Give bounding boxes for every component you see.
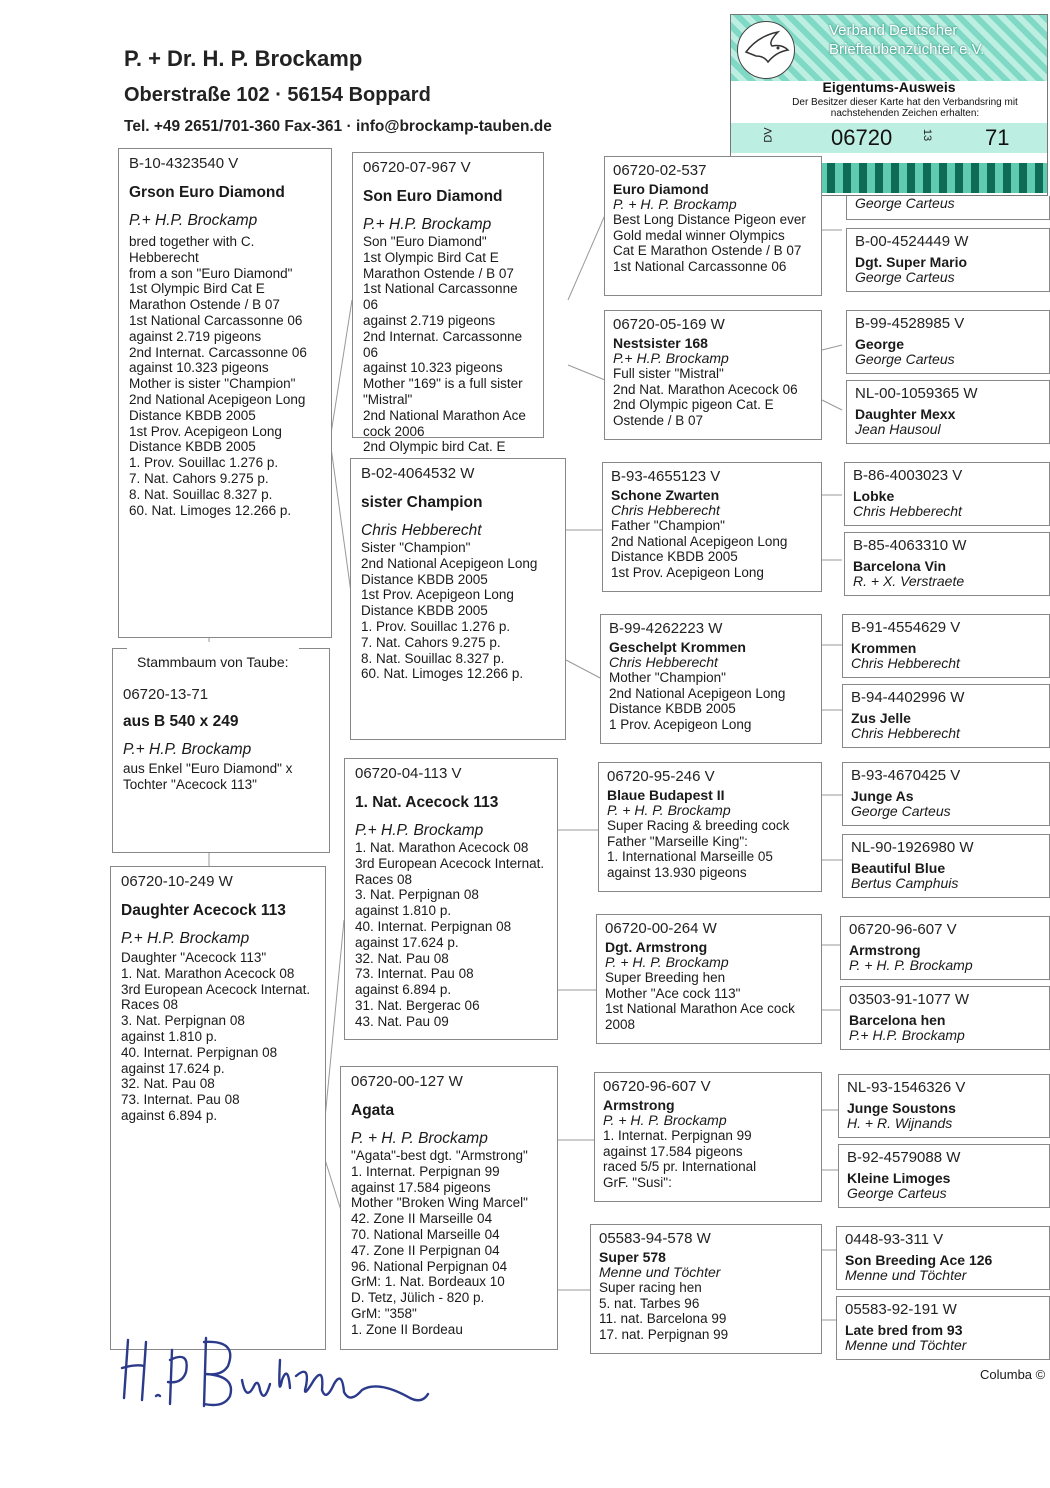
ancestor-box — [840, 916, 1050, 980]
pigeon-details: Mother "Champion" 2nd National Acepigeon Long Distance KBDB 2005 1 Prov. Acepigeon Long — [609, 670, 786, 732]
pigeon-name: Late bred from 93 — [845, 1322, 963, 1338]
pigeon-name: Geschelpt Krommen — [609, 639, 746, 655]
ancestor-box — [842, 762, 1050, 826]
ring-number: 06720-96-607 V — [603, 1078, 711, 1095]
ancestor-box — [838, 1144, 1050, 1208]
pigeon-name: Lobke — [853, 488, 895, 504]
ancestor-box — [838, 1074, 1050, 1138]
ring-number: 03503-91-1077 W — [849, 991, 970, 1008]
ring-number: B-92-4579088 W — [847, 1149, 961, 1166]
ring-number: 06720-95-246 V — [607, 768, 715, 785]
breeder-name: George Carteus — [855, 351, 955, 367]
ring-number: 06720-00-264 W — [605, 920, 717, 937]
breeder-name: P. + H. P. Brockamp — [351, 1130, 488, 1147]
pigeon-name: George — [855, 336, 905, 352]
pigeon-details: bred together with C. Hebberecht from a son "Euro Diamond" 1st Olympic Bird Cat E Marathon Ostende / B 07 1st National Carcassonne 06 against 2.719 pigeons 2nd Internat. Carcassonne 06 against 10.323 pigeons Mother is sister "Champion" 2nd National Acepigeon Long Distance KBDB 2005 1st Prov. Acepigeon Long Distance KBDB 2005 1. Prov. Souillac 1.276 p. 7. Nat. Cahors 9.275 p. 8. Nat. Souillac 8.327 p. 60. Nat. Limoges 12.266 p. — [129, 234, 307, 518]
ancestor-box — [846, 310, 1050, 374]
dove-logo — [737, 21, 795, 79]
breeder-name: Bertus Camphuis — [851, 875, 959, 891]
pigeon-name: Zus Jelle — [851, 710, 911, 726]
pigeon-details: Sister "Champion" 2nd National Acepigeon Long Distance KBDB 2005 1st Prov. Acepigeon Long Distance KBDB 2005 1. Prov. Souillac 1.276 p. 7. Nat. Cahors 9.275 p. 8. Nat. Souillac 8.327 p. 60. Nat. Limoges 12.266 p. — [361, 540, 538, 682]
breeder-name: George Carteus — [847, 1185, 947, 1201]
pigeon-details: Super Racing & breeding cock Father "Marseille King": 1. International Marseille 05 against 13.930 pigeons — [607, 818, 790, 880]
great-grandparent-box — [596, 914, 822, 1044]
subject-box — [112, 648, 330, 853]
breeder-name: P.+ H.P. Brockamp — [613, 350, 729, 366]
ring-number: B-93-4655123 V — [611, 468, 721, 485]
ring-number: B-99-4262223 W — [609, 620, 723, 637]
breeder-name: George Carteus — [855, 195, 955, 211]
pigeon-name: Daughter Acecock 113 — [121, 902, 286, 919]
breeder-name: P. + H. P. Brockamp — [605, 954, 729, 970]
grandparent-box — [344, 758, 558, 1040]
signature — [110, 1320, 440, 1430]
breeder-name: P.+ H.P. Brockamp — [129, 212, 258, 229]
pigeon-name: Dgt. Armstrong — [605, 939, 708, 955]
pigeon-details: Son "Euro Diamond" 1st Olympic Bird Cat E Marathon Ostende / B 07 1st National Carcassonne 06 against 2.719 pigeons 2nd Internat. Carcassonne 06 against 10.323 pigeons Mother "169" is a full sister "Mistral" 2nd National Marathon Ace cock 2006 2nd Olympic bird Cat. E — [363, 234, 526, 455]
breeder-name: Menne und Töchter — [845, 1337, 967, 1353]
ring-number: B-00-4524449 W — [855, 233, 969, 250]
pigeon-name: Son Euro Diamond — [363, 188, 503, 205]
ring-number: 05583-94-578 W — [599, 1230, 711, 1247]
pigeon-name: Dgt. Super Mario — [855, 254, 968, 270]
breeder-name: P.+ H.P. Brockamp — [355, 822, 484, 839]
ring-number: B-93-4670425 V — [851, 767, 961, 784]
card-dv: DV — [762, 127, 775, 143]
ancestor-box — [846, 380, 1050, 444]
pigeon-name: Barcelona Vin — [853, 558, 947, 574]
great-grandparent-box — [600, 614, 822, 744]
card-number: 06720 — [831, 125, 893, 150]
ancestor-box — [840, 986, 1050, 1050]
breeder-name: P. + H. P. Brockamp — [603, 1112, 727, 1128]
great-grandparent-box — [604, 156, 822, 296]
ring-number: B-91-4554629 V — [851, 619, 961, 636]
pigeon-details: Daughter "Acecock 113" 1. Nat. Marathon Acecock 08 3rd European Acecock Internat. Races 08 3. Nat. Perpignan 08 against 1.810 p. 40. Internat. Perpignan 08 against 17.624 p. 32. Nat. Pau 08 73. Internat. Pau 08 against 6.894 p. — [121, 950, 311, 1123]
pigeon-name: Krommen — [851, 640, 917, 656]
ring-number: 06720-96-607 V — [849, 921, 957, 938]
ancestor-box — [842, 614, 1050, 678]
pigeon-name: Son Breeding Ace 126 — [845, 1252, 993, 1268]
owner-contact: Tel. +49 2651/701-360 Fax-361 · info@brockamp-tauben.de — [124, 118, 552, 135]
ring-number: NL-90-1926980 W — [851, 839, 974, 856]
breeder-name: Menne und Töchter — [845, 1267, 967, 1283]
grandparent-box — [340, 1066, 558, 1350]
card-title: Eigentums-Ausweis — [822, 79, 956, 95]
breeder-name: George Carteus — [851, 803, 951, 819]
ring-number: 06720-05-169 W — [613, 316, 725, 333]
pigeon-name: Beautiful Blue — [851, 860, 946, 876]
owner-name: P. + Dr. H. P. Brockamp — [124, 46, 363, 71]
breeder-name: Chris Hebberecht — [853, 503, 962, 519]
pigeon-name: Blaue Budapest II — [607, 787, 725, 803]
pigeon-details: Best Long Distance Pigeon ever Gold medal winner Olympics Cat E Marathon Ostende / B 07 1st National Carcassonne 06 — [613, 212, 806, 274]
breeder-name: Chris Hebberecht — [851, 655, 960, 671]
breeder-name: Chris Hebberecht — [361, 522, 482, 539]
breeder-name: Jean Hausoul — [855, 421, 941, 437]
pigeon-name: Agata — [351, 1102, 395, 1119]
breeder-name: P.+ H.P. Brockamp — [121, 930, 250, 947]
pigeon-name: Euro Diamond — [613, 181, 709, 197]
ring-number: 06720-04-113 V — [355, 765, 462, 782]
ancestor-box — [842, 684, 1050, 748]
breeder-name: P.+ H.P. Brockamp — [849, 1027, 965, 1043]
ring-number: 05583-92-191 W — [845, 1301, 957, 1318]
ancestor-box — [836, 1226, 1050, 1290]
ring-number: 06720-02-537 — [613, 162, 707, 179]
pigeon-name: Schone Zwarten — [611, 487, 720, 503]
ring-number: 06720-10-249 W — [121, 873, 233, 890]
ring-number: 06720-00-127 W — [351, 1073, 463, 1090]
pigeon-details: aus Enkel "Euro Diamond" x Tochter "Acecock 113" — [123, 761, 293, 792]
ancestor-box — [836, 1296, 1050, 1360]
ring-number: B-94-4402996 W — [851, 689, 965, 706]
breeder-name: R. + X. Verstraete — [853, 573, 965, 589]
breeder-name: P.+ H.P. Brockamp — [363, 216, 492, 233]
pigeon-details: 1. Nat. Marathon Acecock 08 3rd European Acecock Internat. Races 08 3. Nat. Perpignan 08 against 1.810 p. 40. Internat. Perpignan 08 against 17.624 p. 32. Nat. Pau 08 73. Internat. Pau 08 against 6.894 p. 31. Nat. Bergerac 06 43. Nat. Pau 09 — [355, 840, 545, 1029]
pigeon-details: Full sister "Mistral" 2nd Nat. Marathon Acecock 06 2nd Olympic pigeon Cat. E Ostende / B 07 — [613, 366, 798, 428]
great-grandparent-box — [604, 310, 822, 440]
grandparent-box — [350, 458, 566, 740]
breeder-name: P. + H. P. Brockamp — [607, 802, 731, 818]
breeder-name: Chris Hebberecht — [609, 654, 718, 670]
card-year: 13 — [921, 128, 934, 142]
sire-box — [118, 148, 332, 638]
ring-number: B-86-4003023 V — [853, 467, 963, 484]
pigeon-name: aus B 540 x 249 — [123, 713, 239, 730]
breeder-name: P.+ H.P. Brockamp — [123, 741, 252, 758]
breeder-name: H. + R. Wijnands — [847, 1115, 953, 1131]
breeder-name: Chris Hebberecht — [851, 725, 960, 741]
dam-box — [110, 866, 326, 1350]
ring-number: NL-93-1546326 V — [847, 1079, 966, 1096]
ancestor-box — [846, 228, 1050, 292]
pigeon-name: Daughter Mexx — [855, 406, 956, 422]
pigeon-name: sister Champion — [361, 494, 483, 511]
breeder-name: P. + H. P. Brockamp — [849, 957, 973, 973]
owner-address: Oberstraße 102 · 56154 Boppard — [124, 84, 431, 106]
ring-number: 0448-93-311 V — [845, 1231, 944, 1248]
breeder-name: Chris Hebberecht — [611, 502, 720, 518]
great-grandparent-box — [602, 462, 822, 592]
breeder-name: Menne und Töchter — [599, 1264, 721, 1280]
card-note: Der Besitzer dieser Karte hat den Verbandsring mit nachstehenden Zeichen erhalten: — [792, 97, 1018, 119]
pigeon-details: Super Breeding hen Mother "Ace cock 113" 1st National Marathon Ace cock 2008 — [605, 970, 795, 1032]
pigeon-name: Junge As — [851, 788, 914, 804]
pigeon-name: Armstrong — [603, 1097, 675, 1113]
card-serial: 71 — [985, 125, 1010, 150]
pigeon-name: Junge Soustons — [847, 1100, 956, 1116]
breeder-name: P. + H. P. Brockamp — [613, 196, 737, 212]
ring-number: B-99-4528985 V — [855, 315, 965, 332]
pigeon-name: Super 578 — [599, 1249, 666, 1265]
great-grandparent-box — [590, 1224, 822, 1354]
pigeon-details: 1. Internat. Perpignan 99 against 17.584 pigeons raced 5/5 pr. International GrF. "Susi": — [603, 1128, 757, 1190]
ring-number: B-10-4323540 V — [129, 155, 239, 172]
ring-number: B-02-4064532 W — [361, 465, 475, 482]
pedigree-label: Stammbaum von Taube: — [133, 654, 293, 670]
great-grandparent-box — [594, 1072, 822, 1202]
ancestor-box — [844, 462, 1050, 526]
ancestor-box — [846, 196, 1050, 220]
pigeon-name: Armstrong — [849, 942, 921, 958]
ancestor-box — [842, 834, 1050, 898]
ring-number: 06720-07-967 V — [363, 159, 471, 176]
pigeon-details: Father "Champion" 2nd National Acepigeon Long Distance KBDB 2005 1st Prov. Acepigeon Long — [611, 518, 788, 580]
ring-number: NL-00-1059365 W — [855, 385, 978, 402]
pigeon-name: Nestsister 168 — [613, 335, 708, 351]
pigeon-name: 1. Nat. Acecock 113 — [355, 794, 499, 811]
ring-number: B-85-4063310 W — [853, 537, 967, 554]
footer-brand: Columba © — [980, 1367, 1046, 1382]
pigeon-name: Kleine Limoges — [847, 1170, 951, 1186]
pigeon-details: Super racing hen 5. nat. Tarbes 96 11. nat. Barcelona 99 17. nat. Perpignan 99 — [599, 1280, 729, 1342]
pigeon-details: "Agata"-best dgt. "Armstrong" 1. Internat. Perpignan 99 against 17.584 pigeons Mother "Broken Wing Marcel" 42. Zone II Marseille 04 70. National Marseille 04 47. Zone II Perpignan 04 96. National Perpignan 04 GrM: 1. Nat. Bordeaux 10 D. Tetz, Jülich - 820 p. GrM: "358" 1. Zone II Bordeau — [351, 1148, 528, 1337]
great-grandparent-box — [598, 762, 822, 892]
pigeon-name: Grson Euro Diamond — [129, 184, 285, 201]
card-association: Verband Deutscher Brieftaubenzüchter e.V. — [829, 22, 985, 58]
ring-number: 06720-13-71 — [123, 686, 209, 703]
breeder-name: George Carteus — [855, 269, 955, 285]
ancestor-box — [844, 532, 1050, 596]
grandparent-box — [352, 152, 544, 455]
pigeon-name: Barcelona hen — [849, 1012, 946, 1028]
